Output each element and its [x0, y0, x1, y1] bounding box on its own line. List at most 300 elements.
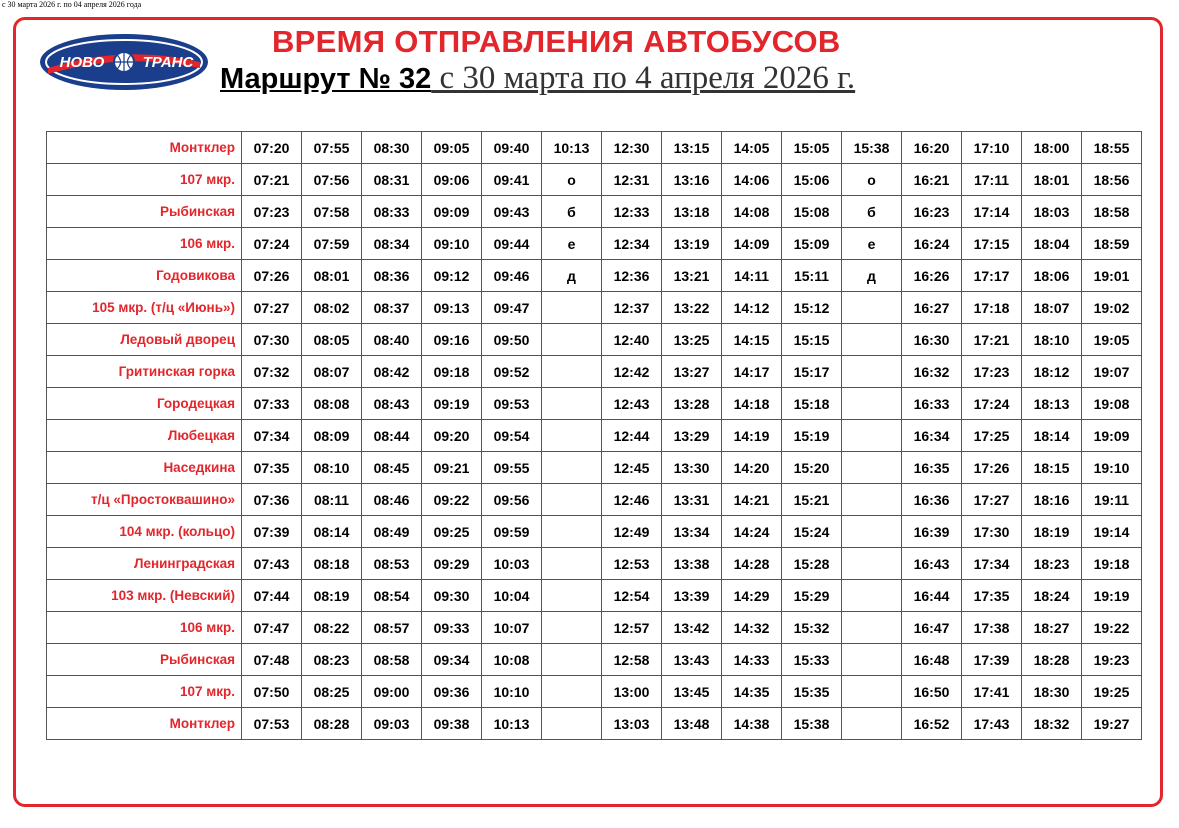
time-cell: 16:50 [902, 676, 962, 708]
schedule-table [46, 131, 1142, 740]
time-cell: 17:30 [962, 516, 1022, 548]
time-cell: 14:21 [722, 484, 782, 516]
time-cell: 17:17 [962, 260, 1022, 292]
table-row [47, 676, 1142, 708]
table-row [47, 356, 1142, 388]
time-cell [842, 452, 902, 484]
time-cell: 16:36 [902, 484, 962, 516]
time-cell: 08:10 [302, 452, 362, 484]
time-cell: 12:46 [602, 484, 662, 516]
time-cell: 07:59 [302, 228, 362, 260]
table-row [47, 452, 1142, 484]
time-cell: 13:29 [662, 420, 722, 452]
time-cell: 16:39 [902, 516, 962, 548]
time-cell [542, 516, 602, 548]
time-cell: 17:43 [962, 708, 1022, 740]
time-cell: 07:20 [242, 132, 302, 164]
time-cell: 13:00 [602, 676, 662, 708]
time-cell: 18:23 [1022, 548, 1082, 580]
time-cell: 08:58 [362, 644, 422, 676]
time-cell: 13:34 [662, 516, 722, 548]
time-cell: 15:33 [782, 644, 842, 676]
stop-name-cell: Наседкина [47, 452, 242, 484]
time-cell: 14:15 [722, 324, 782, 356]
time-cell: 15:29 [782, 580, 842, 612]
time-cell: 08:05 [302, 324, 362, 356]
time-cell [542, 356, 602, 388]
time-cell: 12:34 [602, 228, 662, 260]
time-cell: 17:15 [962, 228, 1022, 260]
time-cell: 12:54 [602, 580, 662, 612]
time-cell: д [842, 260, 902, 292]
time-cell: 12:49 [602, 516, 662, 548]
time-cell: 09:09 [422, 196, 482, 228]
time-cell: 14:33 [722, 644, 782, 676]
time-cell: 08:14 [302, 516, 362, 548]
time-cell: 18:56 [1082, 164, 1142, 196]
time-cell: 12:30 [602, 132, 662, 164]
time-cell: 16:27 [902, 292, 962, 324]
time-cell: 07:33 [242, 388, 302, 420]
time-cell: 15:19 [782, 420, 842, 452]
stop-name-cell: 106 мкр. [47, 612, 242, 644]
time-cell: 13:16 [662, 164, 722, 196]
time-cell: 14:08 [722, 196, 782, 228]
time-cell: 12:53 [602, 548, 662, 580]
date-range: с 30 марта по 4 апреля 2026 г. [431, 60, 856, 96]
time-cell: 17:23 [962, 356, 1022, 388]
logo-text-left: НОВО [59, 54, 105, 71]
time-cell: 14:29 [722, 580, 782, 612]
stop-name-cell: Гритинская горка [47, 356, 242, 388]
time-cell [542, 676, 602, 708]
stop-name-cell: Монтклер [47, 132, 242, 164]
time-cell: 15:12 [782, 292, 842, 324]
time-cell: 18:10 [1022, 324, 1082, 356]
time-cell [842, 292, 902, 324]
time-cell: 09:10 [422, 228, 482, 260]
time-cell: 15:17 [782, 356, 842, 388]
time-cell: 09:59 [482, 516, 542, 548]
time-cell: 08:42 [362, 356, 422, 388]
table-row [47, 196, 1142, 228]
time-cell: 15:08 [782, 196, 842, 228]
header-date-note: с 30 марта 2026 г. по 04 апреля 2026 года [2, 0, 142, 9]
time-cell: 19:22 [1082, 612, 1142, 644]
time-cell: 07:48 [242, 644, 302, 676]
time-cell: 09:41 [482, 164, 542, 196]
time-cell [842, 388, 902, 420]
time-cell: 13:28 [662, 388, 722, 420]
time-cell: 17:35 [962, 580, 1022, 612]
time-cell: 18:14 [1022, 420, 1082, 452]
time-cell [842, 484, 902, 516]
time-cell: 13:15 [662, 132, 722, 164]
time-cell: 08:02 [302, 292, 362, 324]
time-cell: 08:18 [302, 548, 362, 580]
time-cell: 19:10 [1082, 452, 1142, 484]
time-cell: 17:18 [962, 292, 1022, 324]
table-row [47, 420, 1142, 452]
time-cell: 18:27 [1022, 612, 1082, 644]
time-cell [542, 612, 602, 644]
time-cell: 16:23 [902, 196, 962, 228]
time-cell [542, 324, 602, 356]
page-title: ВРЕМЯ ОТПРАВЛЕНИЯ АВТОБУСОВ [272, 24, 841, 59]
table-row [47, 644, 1142, 676]
time-cell: 09:00 [362, 676, 422, 708]
time-cell: 13:27 [662, 356, 722, 388]
time-cell: 07:24 [242, 228, 302, 260]
time-cell: 07:35 [242, 452, 302, 484]
time-cell [842, 580, 902, 612]
time-cell: 09:56 [482, 484, 542, 516]
table-row [47, 484, 1142, 516]
stop-name-cell: Рыбинская [47, 196, 242, 228]
time-cell [542, 708, 602, 740]
stop-name-cell: 107 мкр. [47, 164, 242, 196]
time-cell: 15:11 [782, 260, 842, 292]
table-row [47, 580, 1142, 612]
time-cell [542, 452, 602, 484]
time-cell: 18:01 [1022, 164, 1082, 196]
time-cell: 15:32 [782, 612, 842, 644]
time-cell: 08:28 [302, 708, 362, 740]
time-cell: 15:20 [782, 452, 842, 484]
time-cell: 14:28 [722, 548, 782, 580]
time-cell [842, 644, 902, 676]
time-cell: 07:53 [242, 708, 302, 740]
time-cell: 14:17 [722, 356, 782, 388]
time-cell: 17:27 [962, 484, 1022, 516]
time-cell: 18:59 [1082, 228, 1142, 260]
time-cell: 07:44 [242, 580, 302, 612]
time-cell: 12:40 [602, 324, 662, 356]
time-cell: о [842, 164, 902, 196]
time-cell: 14:32 [722, 612, 782, 644]
time-cell: 08:36 [362, 260, 422, 292]
time-cell: 16:35 [902, 452, 962, 484]
time-cell: 08:44 [362, 420, 422, 452]
time-cell: 14:20 [722, 452, 782, 484]
time-cell: 08:37 [362, 292, 422, 324]
time-cell [842, 324, 902, 356]
time-cell: 15:24 [782, 516, 842, 548]
time-cell: 08:57 [362, 612, 422, 644]
time-cell: 09:40 [482, 132, 542, 164]
time-cell: 07:39 [242, 516, 302, 548]
time-cell [542, 420, 602, 452]
stop-name-cell: 103 мкр. (Невский) [47, 580, 242, 612]
time-cell: 08:54 [362, 580, 422, 612]
time-cell: 09:44 [482, 228, 542, 260]
time-cell: 14:09 [722, 228, 782, 260]
time-cell: 13:03 [602, 708, 662, 740]
stop-name-cell: 107 мкр. [47, 676, 242, 708]
time-cell: 07:55 [302, 132, 362, 164]
time-cell: 17:14 [962, 196, 1022, 228]
time-cell: 16:44 [902, 580, 962, 612]
time-cell: 12:42 [602, 356, 662, 388]
time-cell: 15:35 [782, 676, 842, 708]
time-cell: 17:10 [962, 132, 1022, 164]
time-cell: о [542, 164, 602, 196]
time-cell: 19:11 [1082, 484, 1142, 516]
time-cell: 14:06 [722, 164, 782, 196]
time-cell: 07:21 [242, 164, 302, 196]
time-cell: 15:28 [782, 548, 842, 580]
time-cell: 18:04 [1022, 228, 1082, 260]
time-cell: 07:23 [242, 196, 302, 228]
time-cell: е [842, 228, 902, 260]
time-cell: 17:39 [962, 644, 1022, 676]
time-cell: 09:29 [422, 548, 482, 580]
time-cell: д [542, 260, 602, 292]
time-cell: 15:38 [782, 708, 842, 740]
route-subtitle [220, 60, 855, 102]
time-cell: 19:07 [1082, 356, 1142, 388]
time-cell: 17:41 [962, 676, 1022, 708]
time-cell: 16:21 [902, 164, 962, 196]
time-cell: 14:38 [722, 708, 782, 740]
time-cell [842, 612, 902, 644]
time-cell [842, 356, 902, 388]
time-cell: 19:19 [1082, 580, 1142, 612]
time-cell: 16:47 [902, 612, 962, 644]
time-cell: 15:21 [782, 484, 842, 516]
time-cell: 09:12 [422, 260, 482, 292]
time-cell: 08:25 [302, 676, 362, 708]
time-cell: 12:37 [602, 292, 662, 324]
time-cell: 13:42 [662, 612, 722, 644]
time-cell: 09:53 [482, 388, 542, 420]
time-cell: 17:24 [962, 388, 1022, 420]
time-cell: 18:19 [1022, 516, 1082, 548]
time-cell: 09:05 [422, 132, 482, 164]
time-cell: 07:32 [242, 356, 302, 388]
time-cell: 17:21 [962, 324, 1022, 356]
time-cell: 09:47 [482, 292, 542, 324]
time-cell: 07:30 [242, 324, 302, 356]
time-cell: 09:54 [482, 420, 542, 452]
time-cell [542, 644, 602, 676]
table-row [47, 516, 1142, 548]
time-cell: 14:19 [722, 420, 782, 452]
stop-name-cell: Годовикова [47, 260, 242, 292]
time-cell: 07:47 [242, 612, 302, 644]
time-cell: 09:20 [422, 420, 482, 452]
time-cell: 08:22 [302, 612, 362, 644]
time-cell: 08:45 [362, 452, 422, 484]
time-cell: 09:55 [482, 452, 542, 484]
time-cell: 09:25 [422, 516, 482, 548]
time-cell: 17:25 [962, 420, 1022, 452]
route-label: Маршрут № 32 [220, 63, 432, 95]
time-cell: 18:13 [1022, 388, 1082, 420]
time-cell: 07:36 [242, 484, 302, 516]
time-cell: 16:52 [902, 708, 962, 740]
time-cell: 08:23 [302, 644, 362, 676]
time-cell: 10:13 [482, 708, 542, 740]
time-cell [542, 292, 602, 324]
time-cell: 08:31 [362, 164, 422, 196]
time-cell: 12:45 [602, 452, 662, 484]
time-cell: 18:28 [1022, 644, 1082, 676]
time-cell: 17:26 [962, 452, 1022, 484]
time-cell: 12:58 [602, 644, 662, 676]
time-cell: 10:04 [482, 580, 542, 612]
time-cell: 13:31 [662, 484, 722, 516]
time-cell: 07:26 [242, 260, 302, 292]
time-cell: 07:34 [242, 420, 302, 452]
time-cell: 18:07 [1022, 292, 1082, 324]
stop-name-cell: Ленинградская [47, 548, 242, 580]
time-cell [542, 580, 602, 612]
time-cell: 13:38 [662, 548, 722, 580]
time-cell: 08:09 [302, 420, 362, 452]
time-cell: 16:20 [902, 132, 962, 164]
time-cell: 18:58 [1082, 196, 1142, 228]
time-cell: 16:34 [902, 420, 962, 452]
time-cell: 14:05 [722, 132, 782, 164]
time-cell: 14:11 [722, 260, 782, 292]
stop-name-cell: Монтклер [47, 708, 242, 740]
time-cell: б [842, 196, 902, 228]
table-row [47, 548, 1142, 580]
time-cell: 17:38 [962, 612, 1022, 644]
time-cell: 10:08 [482, 644, 542, 676]
time-cell [542, 484, 602, 516]
time-cell: 18:30 [1022, 676, 1082, 708]
time-cell: 09:21 [422, 452, 482, 484]
stop-name-cell: 106 мкр. [47, 228, 242, 260]
table-row [47, 292, 1142, 324]
time-cell: 14:12 [722, 292, 782, 324]
time-cell [842, 676, 902, 708]
time-cell: 08:07 [302, 356, 362, 388]
time-cell: 18:55 [1082, 132, 1142, 164]
table-row [47, 260, 1142, 292]
time-cell: 19:27 [1082, 708, 1142, 740]
time-cell: 10:03 [482, 548, 542, 580]
time-cell: 14:18 [722, 388, 782, 420]
time-cell: 13:30 [662, 452, 722, 484]
time-cell: 09:13 [422, 292, 482, 324]
time-cell: 09:16 [422, 324, 482, 356]
time-cell: 19:01 [1082, 260, 1142, 292]
time-cell [542, 548, 602, 580]
time-cell: 18:00 [1022, 132, 1082, 164]
time-cell: 12:44 [602, 420, 662, 452]
time-cell: 10:10 [482, 676, 542, 708]
time-cell: 09:36 [422, 676, 482, 708]
table-row [47, 164, 1142, 196]
stop-name-cell: 104 мкр. (кольцо) [47, 516, 242, 548]
time-cell [842, 708, 902, 740]
time-cell: 17:34 [962, 548, 1022, 580]
time-cell: 08:33 [362, 196, 422, 228]
time-cell: 08:43 [362, 388, 422, 420]
time-cell: 18:32 [1022, 708, 1082, 740]
time-cell: 09:06 [422, 164, 482, 196]
time-cell: 08:34 [362, 228, 422, 260]
time-cell: 08:40 [362, 324, 422, 356]
time-cell: 09:30 [422, 580, 482, 612]
time-cell: 13:45 [662, 676, 722, 708]
time-cell: 09:52 [482, 356, 542, 388]
time-cell: 13:22 [662, 292, 722, 324]
stop-name-cell: 105 мкр. (т/ц «Июнь») [47, 292, 242, 324]
time-cell: 19:25 [1082, 676, 1142, 708]
time-cell: 16:32 [902, 356, 962, 388]
time-cell: 09:34 [422, 644, 482, 676]
time-cell: 19:23 [1082, 644, 1142, 676]
time-cell: 13:25 [662, 324, 722, 356]
time-cell: 08:49 [362, 516, 422, 548]
time-cell: 12:43 [602, 388, 662, 420]
time-cell: 07:43 [242, 548, 302, 580]
novotrans-logo [38, 32, 210, 92]
stop-name-cell: Ледовый дворец [47, 324, 242, 356]
time-cell: 16:26 [902, 260, 962, 292]
time-cell: 15:15 [782, 324, 842, 356]
logo-text-right: ТРАНС [142, 54, 194, 71]
time-cell: 15:18 [782, 388, 842, 420]
time-cell: 09:03 [362, 708, 422, 740]
time-cell: 08:46 [362, 484, 422, 516]
time-cell [842, 516, 902, 548]
table-row [47, 132, 1142, 164]
time-cell [842, 548, 902, 580]
stop-name-cell: Любецкая [47, 420, 242, 452]
stop-name-cell: Городецкая [47, 388, 242, 420]
time-cell: 13:19 [662, 228, 722, 260]
time-cell: 16:33 [902, 388, 962, 420]
stop-name-cell: т/ц «Простоквашино» [47, 484, 242, 516]
time-cell: 09:19 [422, 388, 482, 420]
time-cell: 14:24 [722, 516, 782, 548]
time-cell: 09:18 [422, 356, 482, 388]
time-cell: 09:33 [422, 612, 482, 644]
time-cell: 16:30 [902, 324, 962, 356]
time-cell: 18:15 [1022, 452, 1082, 484]
time-cell: 07:56 [302, 164, 362, 196]
time-cell: 13:18 [662, 196, 722, 228]
table-row [47, 708, 1142, 740]
time-cell: б [542, 196, 602, 228]
time-cell: 12:33 [602, 196, 662, 228]
time-cell: 13:43 [662, 644, 722, 676]
time-cell: 07:27 [242, 292, 302, 324]
time-cell: 08:30 [362, 132, 422, 164]
time-cell: 13:48 [662, 708, 722, 740]
time-cell: 18:06 [1022, 260, 1082, 292]
time-cell: 18:12 [1022, 356, 1082, 388]
time-cell: 17:11 [962, 164, 1022, 196]
table-row [47, 388, 1142, 420]
time-cell: 12:57 [602, 612, 662, 644]
time-cell: 18:24 [1022, 580, 1082, 612]
time-cell: е [542, 228, 602, 260]
time-cell: 09:38 [422, 708, 482, 740]
stop-name-cell: Рыбинская [47, 644, 242, 676]
time-cell: 13:39 [662, 580, 722, 612]
time-cell: 18:16 [1022, 484, 1082, 516]
time-cell: 15:05 [782, 132, 842, 164]
time-cell: 14:35 [722, 676, 782, 708]
time-cell: 19:09 [1082, 420, 1142, 452]
time-cell: 08:53 [362, 548, 422, 580]
